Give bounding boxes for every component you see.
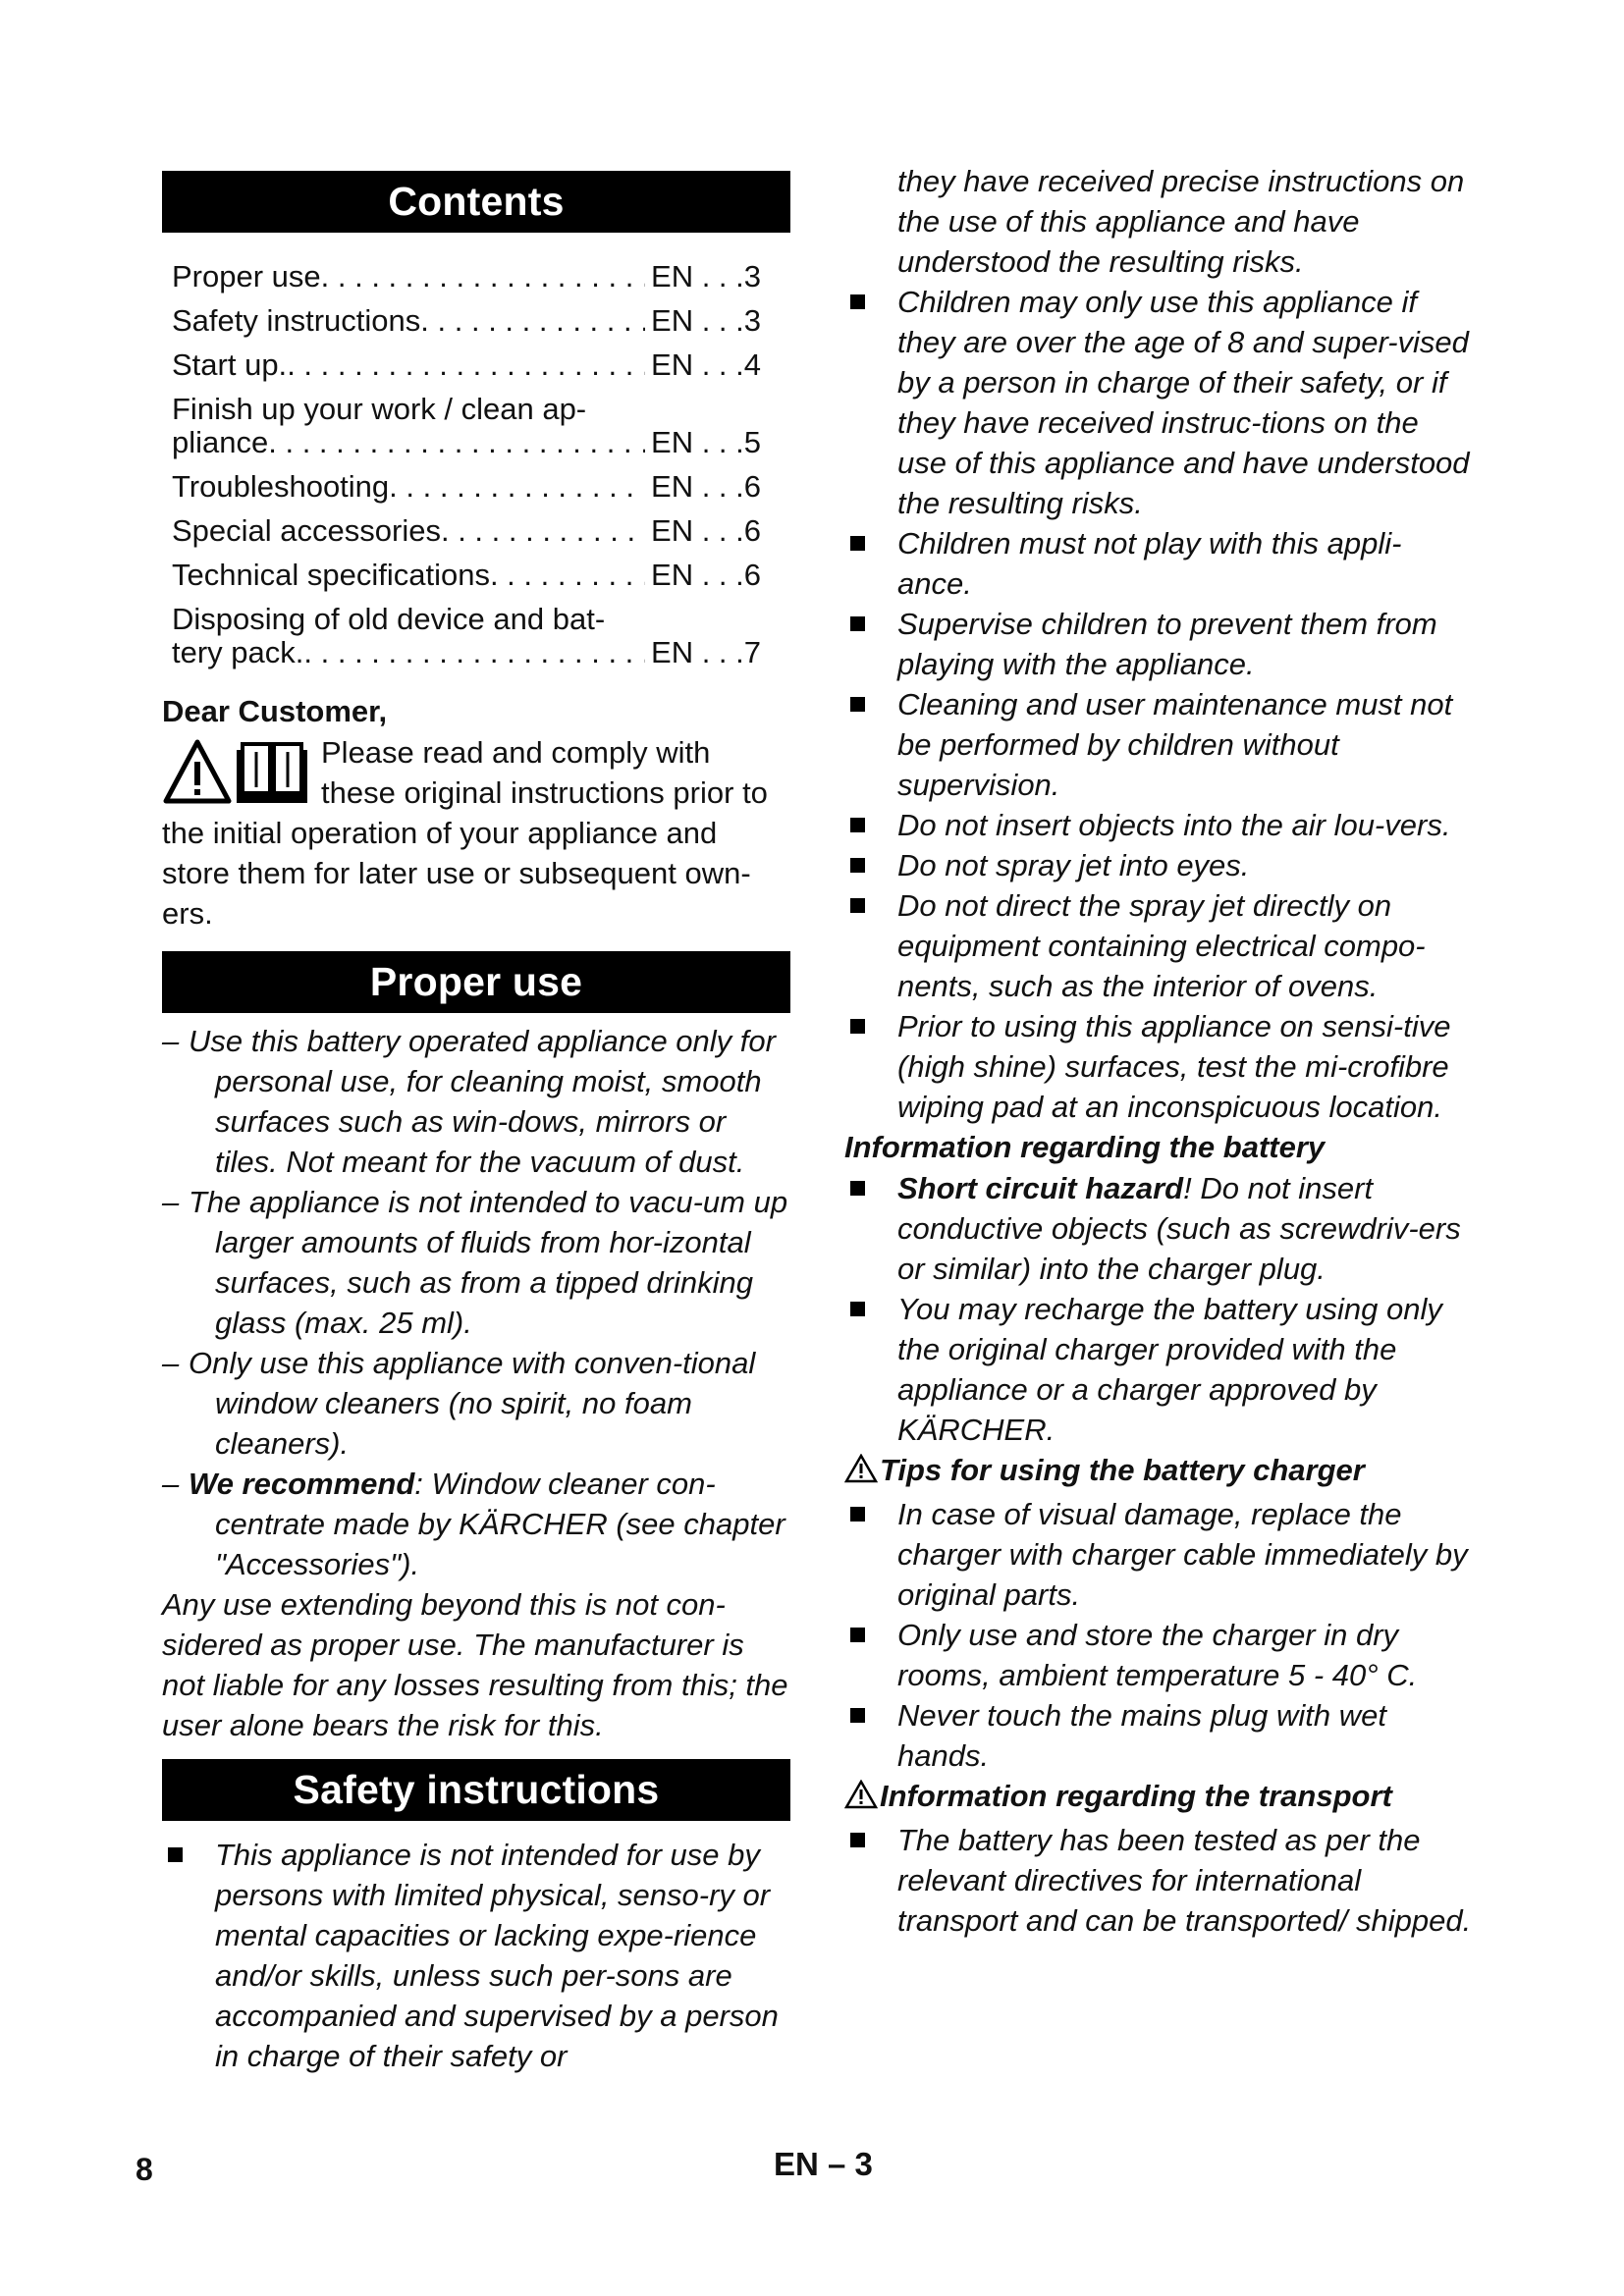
warning-triangle-icon [844,1779,878,1820]
toc-entry-proper-use[interactable] [172,254,761,298]
transport-list [844,1820,1473,1941]
toc-page-ref: EN . . .7 [651,636,761,669]
list-item-text: Prior to using this appliance on sensi-tive (high shine) surfaces, test the mi-crofibre wiping pad at an inconspicuous location. [897,1009,1451,1124]
list-item-text: Children may only use this appliance if they are over the age of 8 and super-vised by a person in charge of their safety, or if they have received instruc-tions on the use of this appliance and have understood the resulting risks. [897,285,1470,520]
toc-page-ref: EN . . .4 [651,347,761,382]
list-item-text: Use this battery operated appliance only for personal use, for cleaning moist, smooth surfaces such as win-dows, mirrors or tiles. Not meant for the vacuum of dust. [189,1024,776,1179]
list-item-text: they have received precise instructions on the use of this appliance and have understood the resulting risks. [897,164,1465,279]
toc-label: Proper use [172,259,321,294]
dear-customer-heading: Dear Customer, [162,694,388,728]
transport-heading [844,1776,1473,1820]
charger-list [844,1494,1473,1776]
contents-heading: Contents [162,171,790,233]
proper-use-disclaimer: Any use extending beyond this is not con-sidered as proper use. The manufacturer is not liable for any losses resulting from this; the user alone bears the risk for this. [162,1587,788,1742]
list-item-text: Do not insert objects into the air lou-vers. [897,808,1451,842]
toc-page-ref: EN . . .6 [651,558,761,592]
bullet-square-icon [850,294,865,309]
list-item [844,1695,1473,1776]
left-column [162,171,790,2076]
battery-heading: Information regarding the battery [844,1130,1326,1164]
list-item [844,1820,1473,1941]
list-item [162,1835,790,2076]
bullet-square-icon [850,1708,865,1723]
transport-heading-text: Information regarding the transport [880,1779,1392,1813]
list-item [844,845,1473,885]
toc-label-line2: tery pack. [172,636,304,669]
list-item [844,1615,1473,1695]
toc-label-line1: Disposing of old device and bat- [172,603,606,636]
list-item-text: Do not spray jet into eyes. [897,848,1250,882]
toc-label: Technical specifications [172,558,490,592]
list-item [844,1006,1473,1127]
list-item [844,282,1473,523]
toc-label: Safety instructions [172,303,421,338]
list-item [844,885,1473,1006]
list-item [844,805,1473,845]
bullet-square-icon [168,1847,183,1862]
proper-use-list [162,1021,790,1584]
list-item-continued [844,161,1473,282]
toc-label: Start up. [172,347,288,382]
list-item-text: This appliance is not intended for use by persons with limited physical, senso-ry or mental capacities or lacking expe-rience and/or skills, unless such per-sons are accompanied and supervised by a person in charge of their safety or [215,1838,779,2073]
toc-label: Special accessories [172,513,441,548]
proper-use-heading: Proper use [162,951,790,1013]
list-item-text: Supervise children to prevent them from playing with the appliance. [897,607,1437,681]
page-number: 8 [135,2152,153,2187]
warning-triangle-icon [844,1453,878,1494]
charger-heading [844,1450,1473,1494]
toc-label-line2: pliance [172,426,269,459]
list-item-text: Do not direct the spray jet directly on equipment containing electrical compo-nents, such as the interior of ovens. [897,888,1426,1003]
list-item [844,1494,1473,1615]
bullet-square-icon [850,858,865,873]
toc-page-ref: EN . . .6 [651,469,761,504]
dear-customer-text [162,732,790,934]
list-item [844,604,1473,684]
toc-entry-special-accessories[interactable] [172,508,761,553]
list-item-text: Never touch the mains plug with wet hands. [897,1698,1386,1773]
list-item [844,1289,1473,1450]
toc-entry-safety-instructions[interactable] [172,298,761,343]
list-item: – The appliance is not intended to vacu-um up larger amounts of fluids from hor-izontal surfaces, such as from a tipped drinking glass (max. 25 ml). [162,1185,788,1340]
list-item: – Only use this appliance with conven-tional window cleaners (no spirit, no foam cleaners). [162,1346,756,1461]
bullet-square-icon [850,818,865,832]
list-item-text: Children must not play with this appli-ance. [897,526,1402,601]
toc-label-line1: Finish up your work / clean ap- [172,393,587,426]
dear-customer-text-first: Please read and comply with these original instructions prior [321,735,734,810]
safety-instructions-heading: Safety instructions [162,1759,790,1821]
list-item-text: Only use and store the charger in dry rooms, ambient temperature 5 - 40° C. [897,1618,1418,1692]
table-of-contents [172,254,761,669]
toc-page-ref: EN . . .3 [651,259,761,294]
list-item-text: You may recharge the battery using only the original charger provided with the appliance or a charger approved by KÄRCHER. [897,1292,1442,1447]
battery-list [844,1168,1473,1450]
list-item [844,1168,1473,1289]
intro-icons [162,736,311,807]
toc-entry-finish-up[interactable] [172,393,761,459]
warning-triangle-icon [166,742,229,801]
list-item [844,684,1473,805]
toc-entry-disposing[interactable] [172,603,761,669]
toc-label: Troubleshooting [172,469,390,504]
bullet-square-icon [850,1181,865,1196]
toc-entry-technical-specifications[interactable] [172,553,761,597]
list-item-text: Cleaning and user maintenance must not be performed by children without supervision. [897,687,1453,802]
list-item-text: The appliance is not intended to vacu-um up larger amounts of fluids from hor-izontal surfaces, such as from a tipped drinking glass (max. 25 ml). [189,1185,788,1340]
bullet-square-icon [850,1019,865,1034]
list-item [844,523,1473,604]
bullet-square-icon [850,1302,865,1316]
list-item: – We recommend: Window cleaner con-centrate made by KÄRCHER (see chapter "Accessories"). [162,1467,785,1581]
bullet-square-icon [850,1833,865,1847]
list-item-text: The battery has been tested as per the relevant directives for international transport and can be transported/ shipped. [897,1823,1472,1938]
manual-book-icon [237,744,307,803]
bullet-square-icon [850,1628,865,1642]
section-page-label: EN – 3 [774,2146,873,2182]
bullet-square-icon [850,898,865,913]
toc-page-ref: EN . . .5 [651,426,761,459]
toc-entry-troubleshooting[interactable] [172,464,761,508]
short-circuit-bold: Short circuit hazard [897,1171,1184,1205]
list-item-text: Only use this appliance with conven-tional window cleaners (no spirit, no foam cleaners). [189,1346,756,1461]
safety-list-left [162,1835,790,2076]
charger-heading-text: Tips for using the battery charger [880,1453,1365,1487]
recommend-rest: : Window cleaner con-centrate made by KÄRCHER (see chapter "Accessories"). [215,1467,785,1581]
recommend-bold: We recommend [189,1467,415,1501]
list-item: – Use this battery operated appliance only for personal use, for cleaning moist, smooth surfaces such as win-dows, mirrors or tiles. Not meant for the vacuum of dust. [162,1024,776,1179]
short-circuit-rest: ! Do not insert conductive objects (such as screwdriv-ers or similar) into the charger plug. [897,1171,1461,1286]
bullet-square-icon [850,697,865,712]
toc-page-ref: EN . . .6 [651,513,761,548]
bullet-square-icon [850,536,865,551]
dear-customer-text-rest: to the initial operation of your appliance and store them for later use or subsequent own-ers. [162,775,768,931]
toc-page-ref: EN . . .3 [651,303,761,338]
bullet-square-icon [850,1507,865,1522]
right-column [844,161,1473,1941]
safety-list-right [844,161,1473,1127]
toc-entry-start-up[interactable] [172,343,761,387]
list-item-text: In case of visual damage, replace the charger with charger cable immediately by original parts. [897,1497,1468,1612]
bullet-square-icon [850,616,865,631]
